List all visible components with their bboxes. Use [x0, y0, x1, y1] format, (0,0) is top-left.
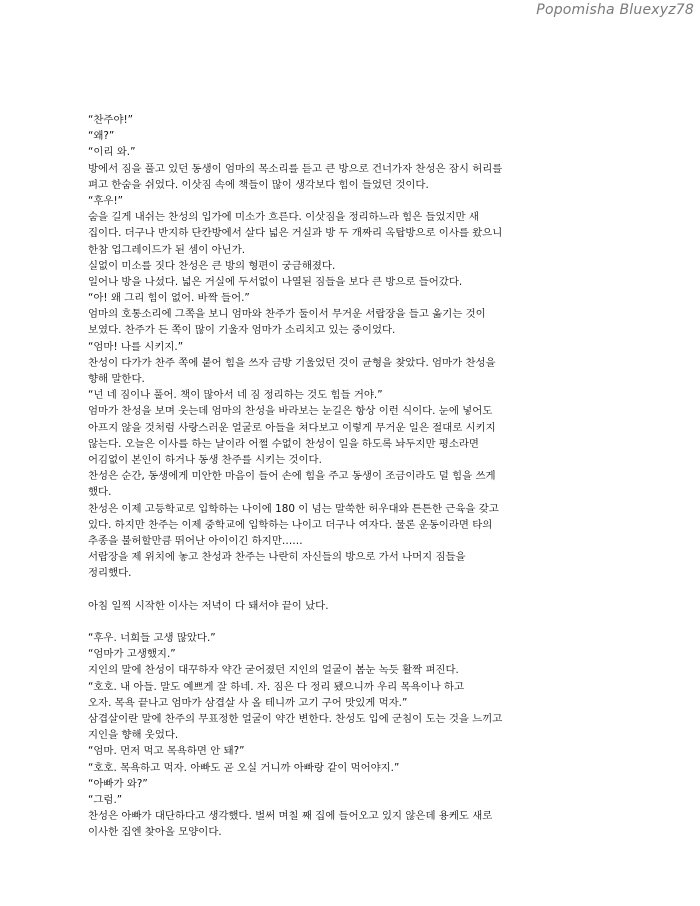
text-line: 찬성은 이제 고등학교로 입학하는 나이에 180 이 넘는 말쑥한 허우대와 튼튼한 근육을 갖고	[88, 502, 499, 515]
text-line: 않는다. 오늘은 이사를 하는 날이라 어쩔 수없이 찬성이 일을 하도록 놔두지만 평소라면	[88, 437, 479, 450]
text-line: “엄마! 나를 시키지.”	[88, 340, 184, 353]
text-line: 서랍장을 제 위치에 놓고 찬성과 찬주는 나란히 자신들의 방으로 가서 나머지 짐들을	[88, 551, 466, 564]
text-line: 보였다. 찬주가 든 쪽이 많이 기울자 엄마가 소리치고 있는 중이었다.	[88, 324, 396, 337]
text-line: 아프지 않을 것처럼 사랑스러운 얼굴로 아들을 쳐다보고 이렇게 무거운 일은 절대로 시키지	[88, 421, 496, 434]
text-line: “호호. 목욕하고 먹자. 아빠도 곧 오실 거니까 아빠랑 같이 먹어야지.”	[88, 761, 400, 774]
text-line: “왜?”	[88, 130, 115, 143]
text-line: 오자. 목욕 끝나고 엄마가 삼겹살 사 올 테니까 고기 구어 맛있게 먹자.”	[88, 696, 408, 709]
text-line: “그럼.”	[88, 793, 123, 806]
text-line: “찬주야!”	[88, 114, 134, 126]
text-line: 지인의 말에 찬성이 대꾸하자 약간 굳어졌던 지인의 얼굴이 봄눈 녹듯 활짝 펴진다.	[88, 664, 459, 677]
text-line: 방에서 짐을 풀고 있던 동생이 엄마의 목소리를 듣고 큰 방으로 건너가자 찬성은 잠시 허리를	[88, 162, 503, 175]
text-line: 있다. 하지만 찬주는 이제 중학교에 입학하는 나이고 더구나 여자다. 물론 운동이라면 타의	[88, 518, 493, 531]
watermark-text: Popomisha Bluexyz78	[536, 2, 694, 18]
text-line: 어김없이 본인이 하거나 동생 찬주를 시키는 것이다.	[88, 453, 322, 466]
text-line: “엄마가 고생했지.”	[88, 648, 176, 661]
text-line: 한참 업그레이드가 된 셈이 아닌가.	[88, 243, 246, 256]
text-line: 추종을 불허할만큼 뛰어난 아이이긴 하지만……	[88, 534, 303, 547]
text-line: 일어나 방을 나섰다. 넓은 거실에 두서없이 나열된 짐들을 보다 큰 방으로 들어갔다.	[88, 275, 463, 288]
text-line: 찬성은 순간, 동생에게 미안한 마음이 들어 손에 힘을 주고 동생이 조금이라도 덜 힘을 쓰게	[88, 470, 496, 483]
text-line: 펴고 한숨을 쉬었다. 이삿짐 속에 책들이 많이 생각보다 힘이 들었던 것이다.	[88, 178, 429, 191]
text-line: 아침 일찍 시작한 이사는 저녁이 다 돼서야 끝이 났다.	[88, 599, 329, 612]
text-line: 실없이 미소를 짓다 찬성은 큰 방의 형편이 궁금해졌다.	[88, 259, 336, 272]
text-line: 엄마가 찬성을 보며 웃는데 엄마의 찬성을 바라보는 눈길은 항상 이런 식이다. 눈에 넣어도	[88, 405, 493, 418]
text-line: 찬성이 다가가 찬주 쪽에 붙어 힘을 쓰자 금방 기울었던 것이 균형을 찾았다. 엄마가 찬성을	[88, 356, 496, 369]
paragraph-spacer	[88, 614, 608, 630]
text-line: 삼겹살이란 말에 찬주의 무표정한 얼굴이 약간 변한다. 찬성도 입에 군침이 도는 것을 느끼고	[88, 712, 503, 725]
text-line: 했다.	[88, 486, 112, 499]
text-line: 정리했다.	[88, 567, 132, 580]
paragraph-spacer	[88, 581, 608, 597]
text-line: 향해 말한다.	[88, 373, 145, 385]
text-line: “아! 왜 그리 힘이 없어. 바짝 들어.”	[88, 292, 250, 305]
text-line: “아빠가 와?”	[88, 777, 148, 790]
text-line: 숨을 길게 내쉬는 찬성의 입가에 미소가 흐른다. 이삿짐을 정리하느라 힘은 들었지만 새	[88, 211, 479, 224]
text-line: 집이다. 더구나 반지하 단칸방에서 살다 넓은 거실과 방 두 개짜리 옥탑방으로 이사를 왔으니	[88, 227, 503, 240]
text-line: “넌 네 짐이나 풀어. 책이 많아서 네 짐 정리하는 것도 힘들 거야.”	[88, 389, 383, 402]
text-line: 엄마의 호통소리에 그쪽을 보니 엄마와 찬주가 둘이서 무거운 서랍장을 들고 옮기는 것이	[88, 308, 486, 321]
text-line: 이사한 집엔 찾아올 모양이다.	[88, 826, 222, 839]
text-line: “후우. 너희들 고생 많았다.”	[88, 632, 216, 644]
text-line: “이리 와.”	[88, 146, 136, 159]
text-line: “호호. 내 아들. 말도 예쁘게 잘 하네. 자. 짐은 다 정리 됐으니까 우리 목욕이나 하고	[88, 680, 464, 693]
text-line: “엄마. 먼저 먹고 목욕하면 안 돼?”	[88, 745, 245, 758]
text-line: 지인을 향해 웃었다.	[88, 729, 179, 742]
story-text	[88, 112, 608, 840]
text-line: “후우!”	[88, 194, 124, 207]
text-line: 찬성은 아빠가 대단하다고 생각했다. 벌써 며칠 째 집에 들어오고 있지 않은데 용케도 새로	[88, 810, 493, 823]
